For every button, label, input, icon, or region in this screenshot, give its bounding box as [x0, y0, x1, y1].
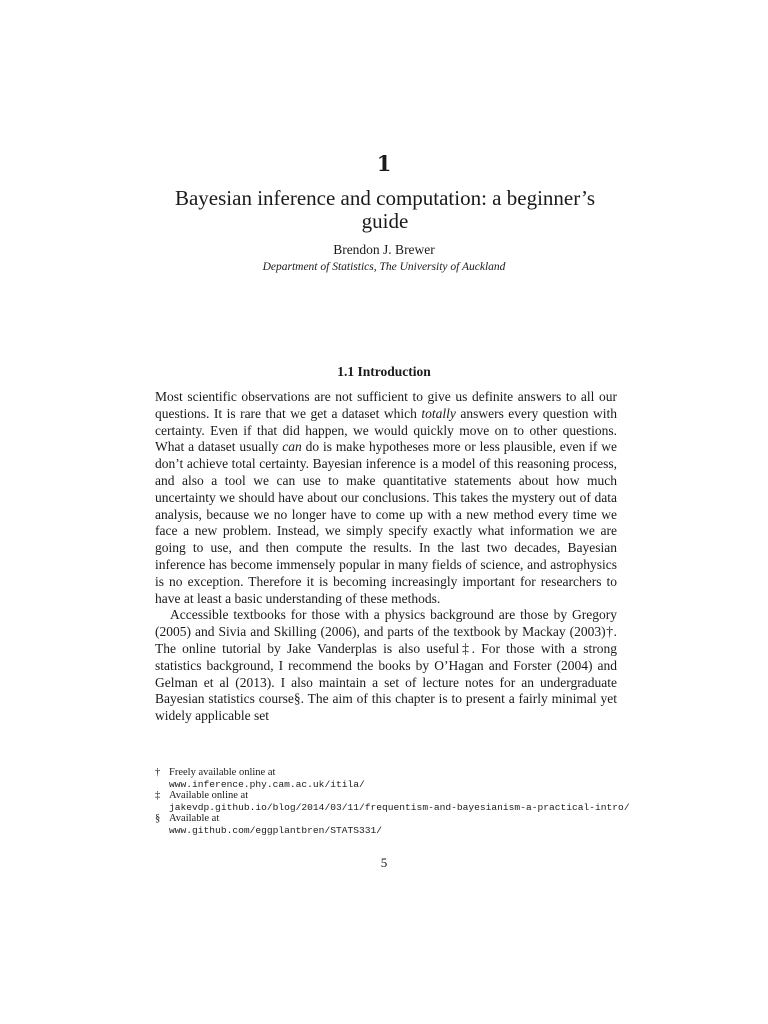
text-span: do is make hypotheses more or less plausible, even if we don’t achieve total certainty. Bayesian inference is a model of this reasoning process, and also a tool we can use to make quantitative statements about how much uncertainty we should have about our conclusions. This takes the mystery out of data analysis, because we no longer have to come up with a new method every time we face a new problem. Instead, we simply specify exactly what information we are going to use, and then compute the results. In the last two decades, Bayesian inference has become immensely popular in many fields of science, and astrophysics is no exception. Therefore it is becoming increasingly important for researchers to have at least a basic understanding of these methods.	[155, 439, 617, 606]
footnote-mark: ‡	[155, 790, 161, 802]
chapter-number: 1	[376, 151, 392, 176]
text-span: answers every question with certainty. Even if that did happen, we would quickly move on to other questions. What a dataset usually	[155, 405, 617, 455]
footnote-url[interactable]: www.inference.phy.cam.ac.uk/itila/	[169, 778, 365, 790]
footnote-text: Freely available online at	[169, 767, 276, 778]
footnotes	[155, 767, 630, 837]
paragraph	[155, 389, 617, 607]
section-heading: 1.1 Introduction	[337, 364, 431, 379]
author-affiliation: Department of Statistics, The University of Auckland	[262, 261, 506, 273]
text-span: Most scientific observations are not sufficient to give us definite answers to all our questions. It is rare that we get a dataset which	[155, 389, 617, 421]
footnote-mark: §	[155, 813, 161, 825]
footnote	[155, 767, 625, 790]
emphasis-text: totally	[421, 405, 456, 421]
footnote	[155, 813, 625, 836]
footnote-url[interactable]: www.github.com/eggplantbren/STATS331/	[169, 824, 383, 836]
footnote-mark: †	[155, 767, 161, 778]
footnote-text: Available at	[169, 813, 220, 825]
footnote-url[interactable]: jakevdp.github.io/blog/2014/03/11/frequentism-and-bayesianism-a-practical-intro/	[169, 801, 630, 813]
page-number: 5	[380, 855, 388, 870]
text-span: Accessible textbooks for those with a physics background are those by Gregory (2005) and Sivia and Skilling (2006), and parts of the textbook by Mackay (2003)†. The online tutorial by Jake Vanderplas is also useful‡. For those with a strong statistics background, I recommend the books by O’Hagan and Forster (2004) and Gelman et al (2013). I also maintain a set of lecture notes for an undergraduate Bayesian statistics course§. The aim of this chapter is to present a fairly minimal yet widely applicable set	[155, 607, 617, 724]
body-text	[155, 389, 617, 725]
footnote	[155, 790, 630, 813]
chapter-title: Bayesian inference and computation: a beginner’s guide	[174, 186, 596, 233]
paragraph	[155, 607, 617, 725]
emphasis-text: can	[282, 439, 302, 455]
footnote-text: Available online at	[169, 790, 249, 802]
author-name: Brendon J. Brewer	[333, 242, 435, 257]
